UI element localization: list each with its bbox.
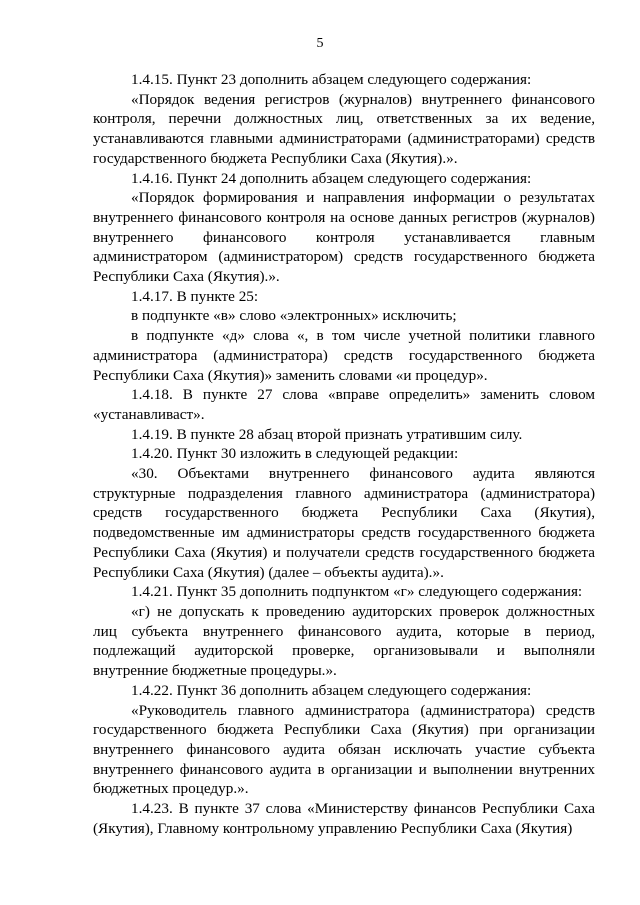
quote-information-order: «Порядок формирования и направления информации о результатах внутреннего финансового контроля на основе данных регистров (журналов) внутреннего финансового контроля устанавливается главным администратором (администратором) средств государственного бюджета Республики Саха (Якутия).».	[93, 189, 595, 286]
paragraph-1-4-17: 1.4.17. В пункте 25:	[131, 287, 259, 305]
quote-subitem-g: «г) не допускать к проведению аудиторских проверок должностных лиц субъекта внутреннего финансового аудита, которые в период, подлежащий аудиторской проверке, организовывали и выполняли внутренние бюджетные процедуры.».	[93, 602, 595, 680]
quote-item-30: «30. Объектами внутреннего финансового аудита являются структурные подразделения главного администратора (администратора) средств государственного бюджета Республики Саха (Якутия), подведомственные им администраторы средств государственного бюджета Республики Саха (Якутия) и получатели средств государственного бюджета Республики Саха (Якутия) (далее – объекты аудита).».	[93, 465, 595, 581]
quote-head-audit: «Руководитель главного администратора (администратора) средств государственного бюджета Республики Саха (Якутия) при организации внутреннего финансового аудита обязан исключать участие субъекта внутреннего финансового аудита в организации и выполнении внутренних бюджетных процедур.».	[93, 701, 595, 798]
paragraph-1-4-19: 1.4.19. В пункте 28 абзац второй признать утратившим силу.	[131, 425, 523, 443]
subparagraph-d: в подпункте «д» слова «, в том числе учетной политики главного администратора (администратора) средств государственного бюджета Республики Саха (Якутия)» заменить словами «и процедур».	[93, 327, 595, 384]
paragraph-1-4-20: 1.4.20. Пункт 30 изложить в следующей редакции:	[131, 445, 459, 463]
quote-registers-order: «Порядок ведения регистров (журналов) внутреннего финансового контроля, перечни должностных лиц, ответственных за их ведение, устанавливаются главными администраторами (администраторами) средств государственного бюджета Республики Саха (Якутия).».	[93, 90, 595, 167]
paragraph-1-4-23: 1.4.23. В пункте 37 слова «Министерству финансов Республики Саха (Якутия), Главному контрольному управлению Республики Саха (Якутия)	[93, 800, 595, 837]
paragraph-1-4-16: 1.4.16. Пункт 24 дополнить абзацем следующего содержания:	[131, 169, 532, 187]
page-number: 5	[316, 36, 324, 51]
paragraph-1-4-22: 1.4.22. Пункт 36 дополнить абзацем следующего содержания:	[131, 681, 532, 699]
paragraph-1-4-21: 1.4.21. Пункт 35 дополнить подпунктом «г» следующего содержания:	[131, 583, 583, 601]
subparagraph-v: в подпункте «в» слово «электронных» исключить;	[131, 307, 457, 325]
paragraph-1-4-15: 1.4.15. Пункт 23 дополнить абзацем следующего содержания:	[131, 71, 532, 88]
paragraph-1-4-18: 1.4.18. В пункте 27 слова «вправе определить» заменить словом «устанавливаст».	[93, 386, 595, 423]
document-body	[93, 70, 595, 838]
